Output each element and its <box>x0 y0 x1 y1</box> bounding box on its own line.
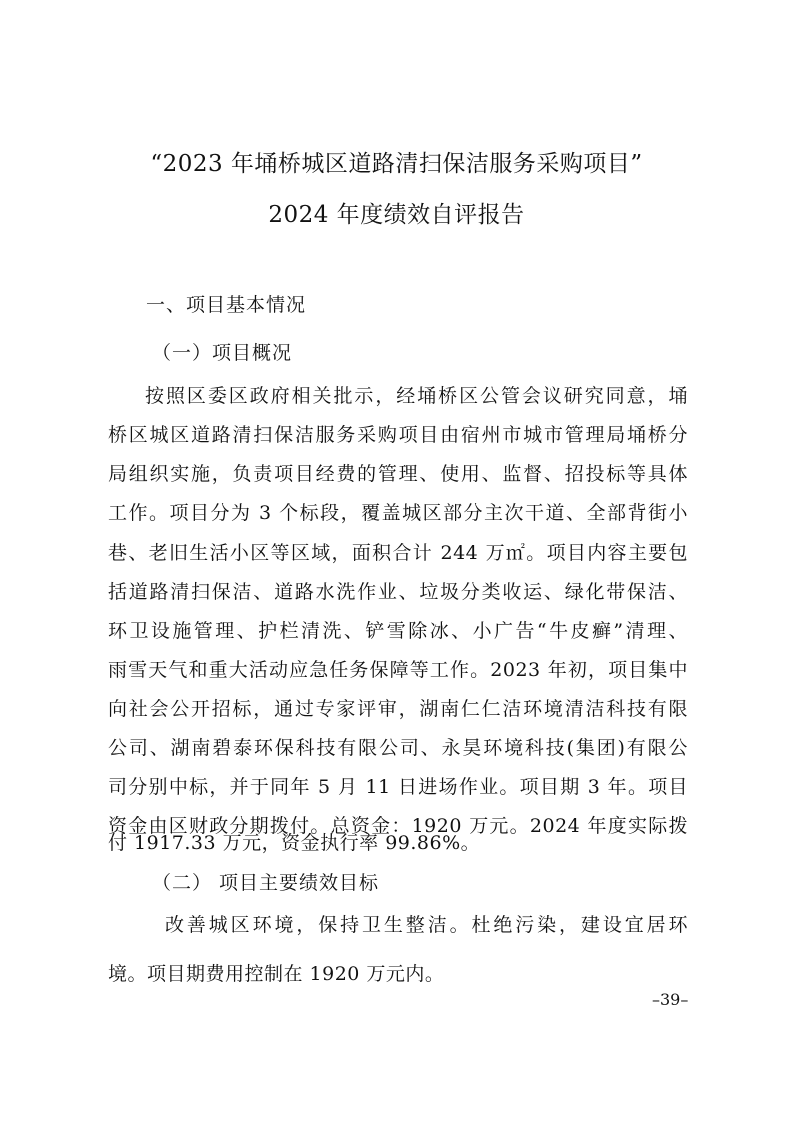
overview-paragraph-line: 巷、老旧生活小区等区域，面积合计 244 万㎡。项目内容主要包 <box>108 542 688 564</box>
overview-paragraph-line: 向社会公开招标，通过专家评审，湖南仁仁洁环境清洁科技有限 <box>108 698 688 720</box>
overview-paragraph-line: 付 1917.33 万元，资金执行率 99.86%。 <box>108 832 481 854</box>
overview-paragraph-line: 桥区城区道路清扫保洁服务采购项目由宿州市城市管理局埇桥分 <box>108 424 688 446</box>
overview-paragraph-line: 司分别中标，并于同年 5 月 11 日进场作业。项目期 3 年。项目 <box>108 776 688 798</box>
page-number: –39– <box>652 990 689 1009</box>
overview-paragraph-line: 雨雪天气和重大活动应急任务保障等工作。2023 年初，项目集中 <box>108 659 688 681</box>
overview-paragraph-line: 局组织实施，负责项目经费的管理、使用、监督、招投标等具体 <box>108 463 688 485</box>
overview-paragraph-line: 环卫设施管理、护栏清洗、铲雪除冰、小广告“牛皮癣”清理、 <box>108 620 688 642</box>
overview-paragraph-line: 公司、湖南碧泰环保科技有限公司、永昊环境科技(集团)有限公 <box>108 737 688 759</box>
subsection-heading-overview: （一）项目概况 <box>152 342 293 364</box>
goal-paragraph-line: 改善城区环境，保持卫生整洁。杜绝污染，建设宜居环 <box>165 914 688 936</box>
overview-paragraph-line: 工作。项目分为 3 个标段，覆盖城区部分主次干道、全部背街小 <box>108 502 688 524</box>
goal-paragraph-line: 境。项目期费用控制在 1920 万元内。 <box>108 963 445 985</box>
section-heading-basic-info: 一、项目基本情况 <box>146 294 307 316</box>
document-title-line-1: “2023 年埇桥城区道路清扫保洁服务采购项目” <box>150 151 643 177</box>
overview-paragraph-line: 括道路清扫保洁、道路水洗作业、垃圾分类收运、绿化带保洁、 <box>108 581 688 603</box>
overview-paragraph-line: 资金由区财政分期拨付。总资金：1920 万元。2024 年度实际拨 <box>108 815 688 837</box>
document-title-line-2: 2024 年度绩效自评报告 <box>268 202 525 228</box>
overview-paragraph-line: 按照区委区政府相关批示，经埇桥区公管会议研究同意，埇 <box>145 385 688 407</box>
subsection-heading-performance-goals: （二） 项目主要绩效目标 <box>152 872 380 894</box>
